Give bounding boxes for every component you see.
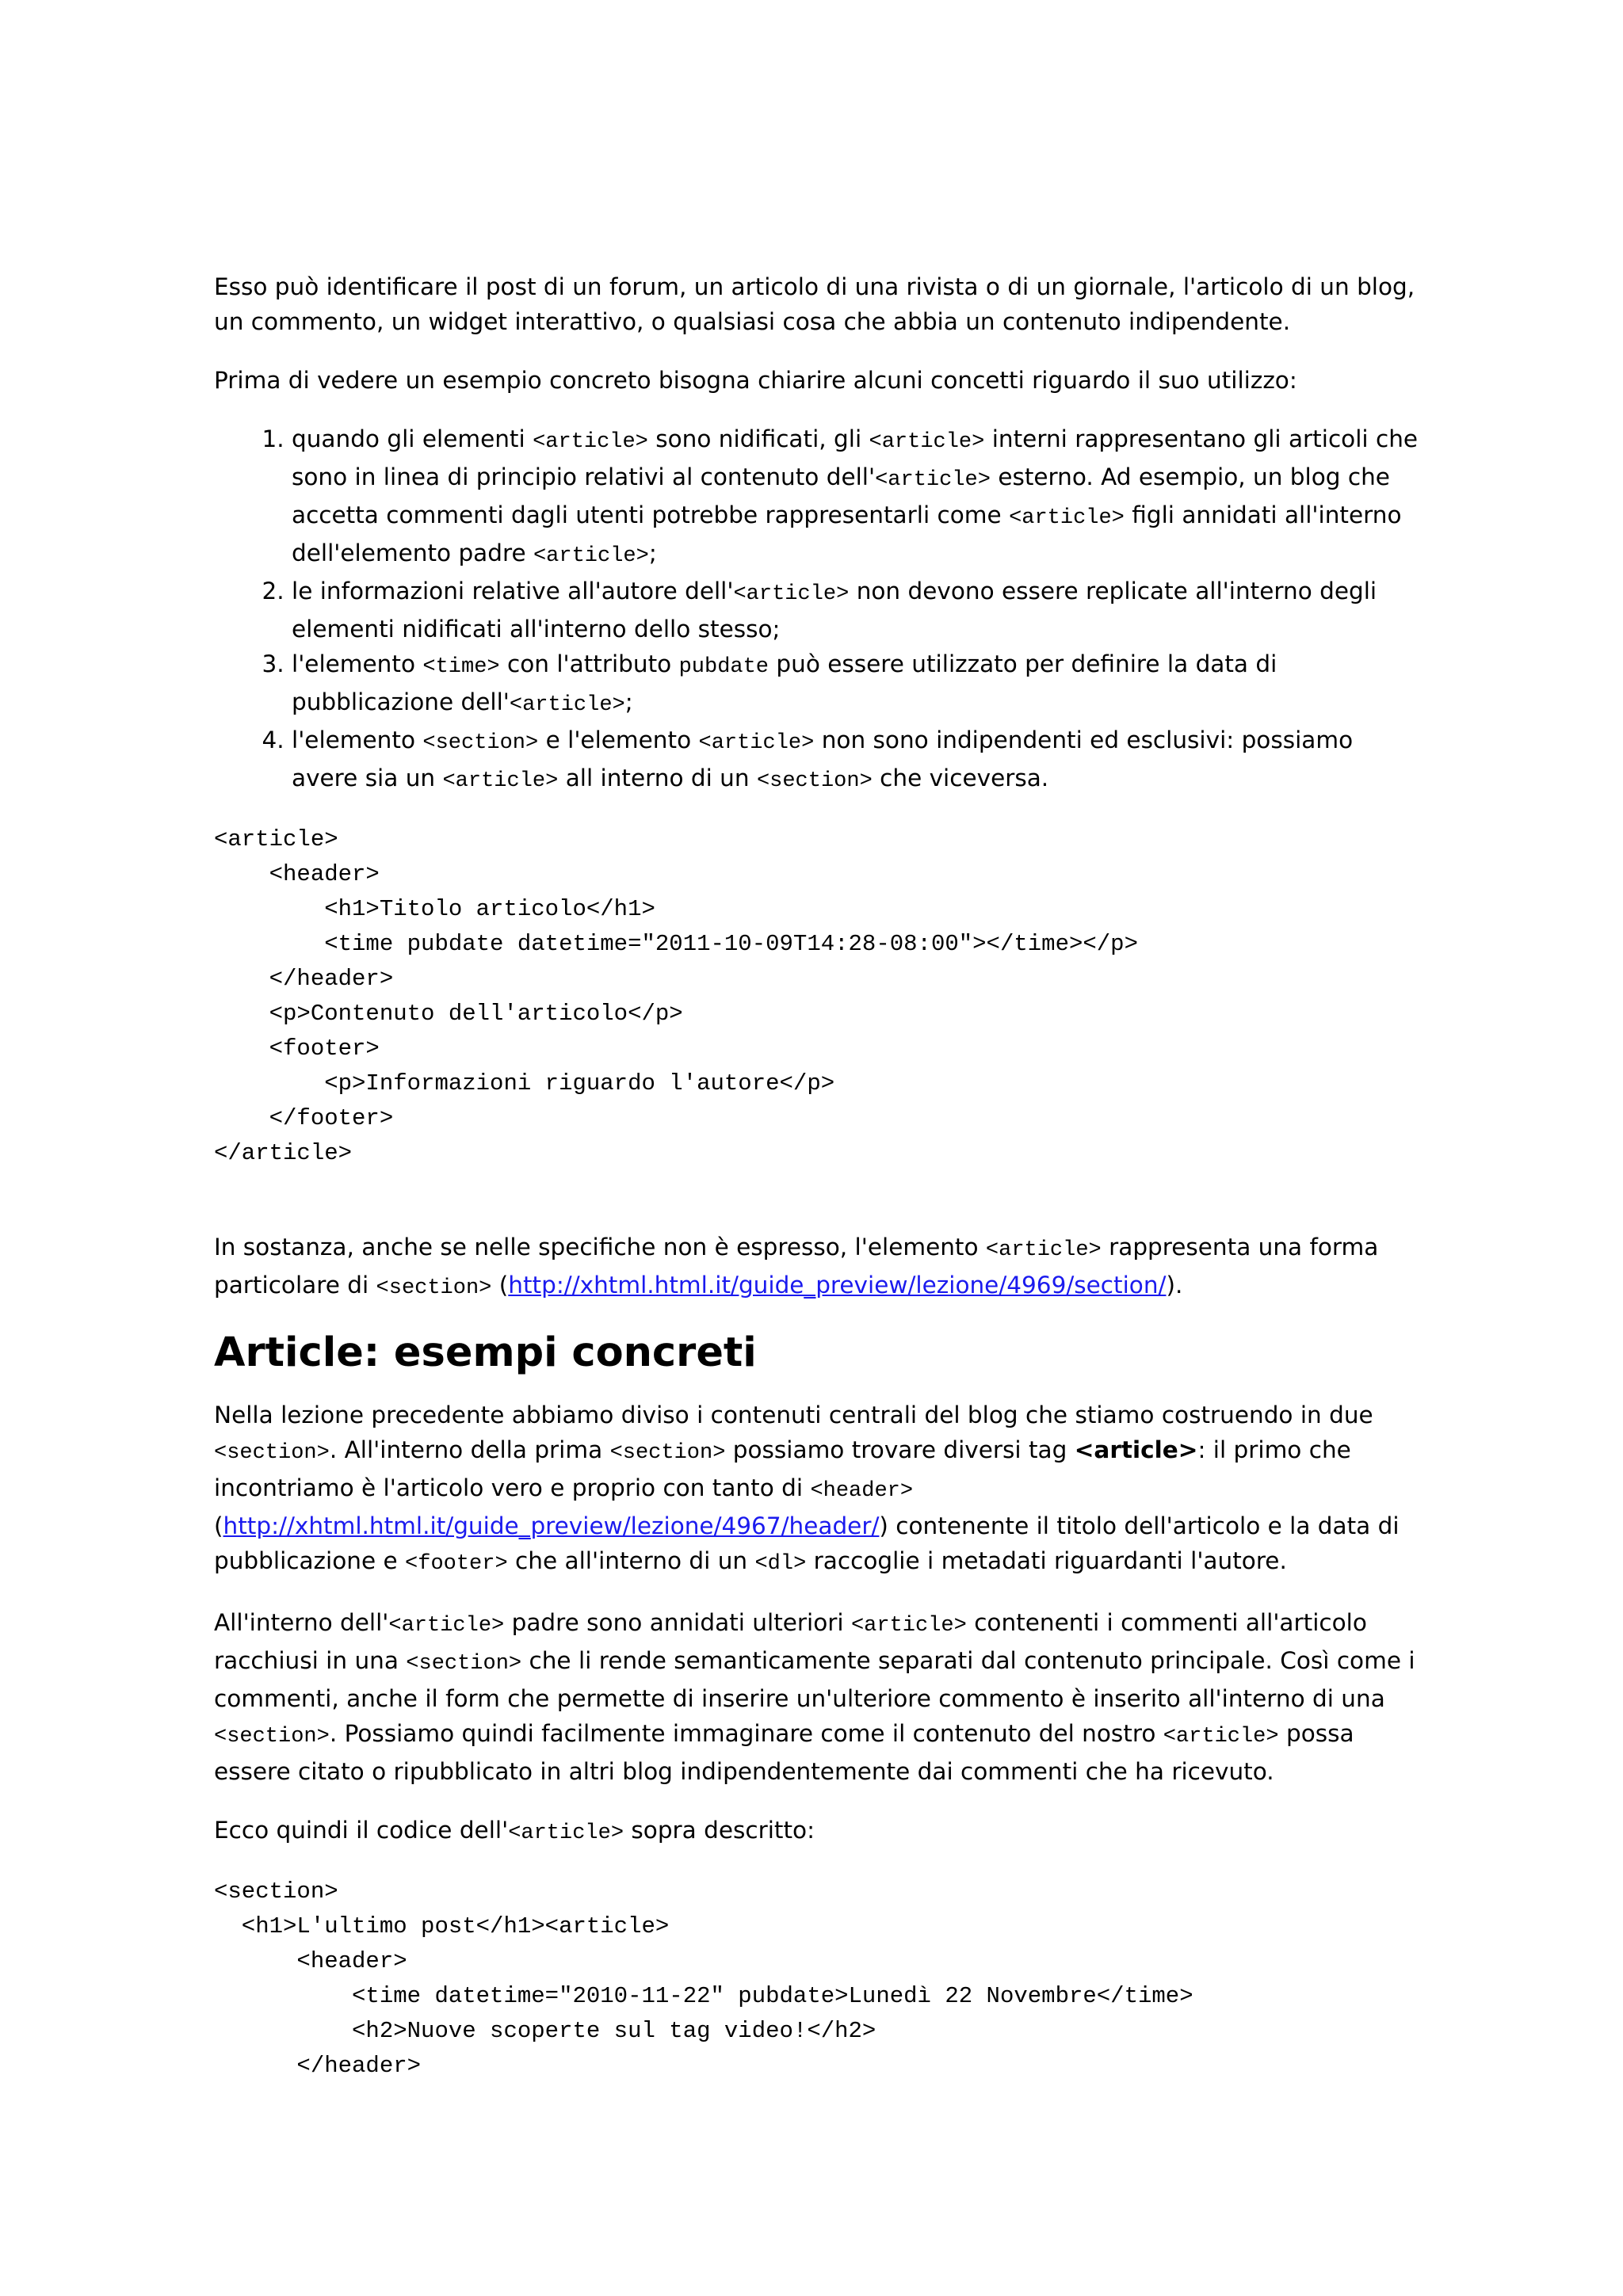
document-page bbox=[214, 269, 1419, 2107]
code-block-section: <section> <h1>L'ultimo post</h1><article> <header> <time datetime="2010-11-22" pubdate>Lunedì 22 Novembre</time> <h2>Nuove scoperte sul tag video!</h2> </header> bbox=[214, 1878, 1193, 2079]
concepts-list bbox=[214, 421, 1419, 799]
section-heading: Article: esempi concreti bbox=[214, 1329, 757, 1376]
list-item: 4. l'elemento <section> e l'elemento <article> non sono indipendenti ed esclusivi: possiamo avere sia un <article> all interno di un <section> che viceversa. bbox=[292, 723, 1419, 799]
intro-paragraph-1: Esso può identificare il post di un forum, un articolo di una rivista o di un giornale, l'articolo di un blog, un commento, un widget interattivo, o qualsiasi cosa che abbia un contenuto indipendente. bbox=[214, 273, 1415, 335]
spacer bbox=[214, 1195, 1419, 1230]
summary-paragraph: In sostanza, anche se nelle specifiche non è espresso, l'elemento <article> rappresenta una forma particolare di <section> (http://xhtml.html.it/guide_preview/lezione/4969/section/). bbox=[214, 1234, 1379, 1300]
lesson-paragraph: Nella lezione precedente abbiamo diviso i contenuti centrali del blog che stiamo costruendo in due <section>. All'interno della prima <section> possiamo trovare diversi tag <article>: il primo che incontriamo è l'articolo vero e proprio con tanto di <header> (http://xhtml.html.it/guide_preview/lezione/4967/header/) contenente il titolo dell'articolo e la data di pubblicazione e <footer> che all'interno di un <dl> raccoglie i metadati riguardanti l'autore. bbox=[214, 1402, 1400, 1576]
list-item: 2. le informazioni relative all'autore dell'<article> non devono essere replicate all'interno degli elementi nidificati all'interno dello stesso; bbox=[292, 574, 1419, 646]
code-block-article: <article> <header> <h1>Titolo articolo</h1> <time pubdate datetime="2011-10-09T14:28-08:00"></time></p> </header> <p>Contenuto dell'articolo</p> <footer> <p>Informazioni riguardo l'autore</p> </footer> </article> bbox=[214, 826, 1138, 1166]
nesting-paragraph: All'interno dell'<article> padre sono annidati ulteriori <article> contenenti i commenti all'articolo racchiusi in una <section> che li rende semanticamente separati dal contenuto principale. Così come i commenti, anche il form che permette di inserire un'ulteriore commento è inserito all'interno di una <section>. Possiamo quindi facilmente immaginare come il contenuto del nostro <article> possa essere citato o ripubblicato in altri blog indipendentemente dai commenti che ha ricevuto. bbox=[214, 1609, 1415, 1785]
list-item: 1. quando gli elementi <article> sono nidificati, gli <article> interni rappresentano gli articoli che sono in linea di principio relativi al contenuto dell'<article> esterno. Ad esempio, un blog che accetta commenti dagli utenti potrebbe rappresentarli come <article> figli annidati all'interno dell'elemento padre <article>; bbox=[292, 421, 1419, 574]
intro-paragraph-2: Prima di vedere un esempio concreto bisogna chiarire alcuni concetti riguardo il suo utilizzo: bbox=[214, 367, 1297, 394]
code-intro-paragraph: Ecco quindi il codice dell'<article> sopra descritto: bbox=[214, 1817, 815, 1845]
header-lesson-link[interactable]: http://xhtml.html.it/guide_preview/lezione/4967/header/ bbox=[223, 1512, 880, 1539]
section-lesson-link[interactable]: http://xhtml.html.it/guide_preview/lezione/4969/section/ bbox=[508, 1272, 1167, 1299]
list-item: 3. l'elemento <time> con l'attributo pubdate può essere utilizzato per definire la data di pubblicazione dell'<article>; bbox=[292, 646, 1419, 723]
